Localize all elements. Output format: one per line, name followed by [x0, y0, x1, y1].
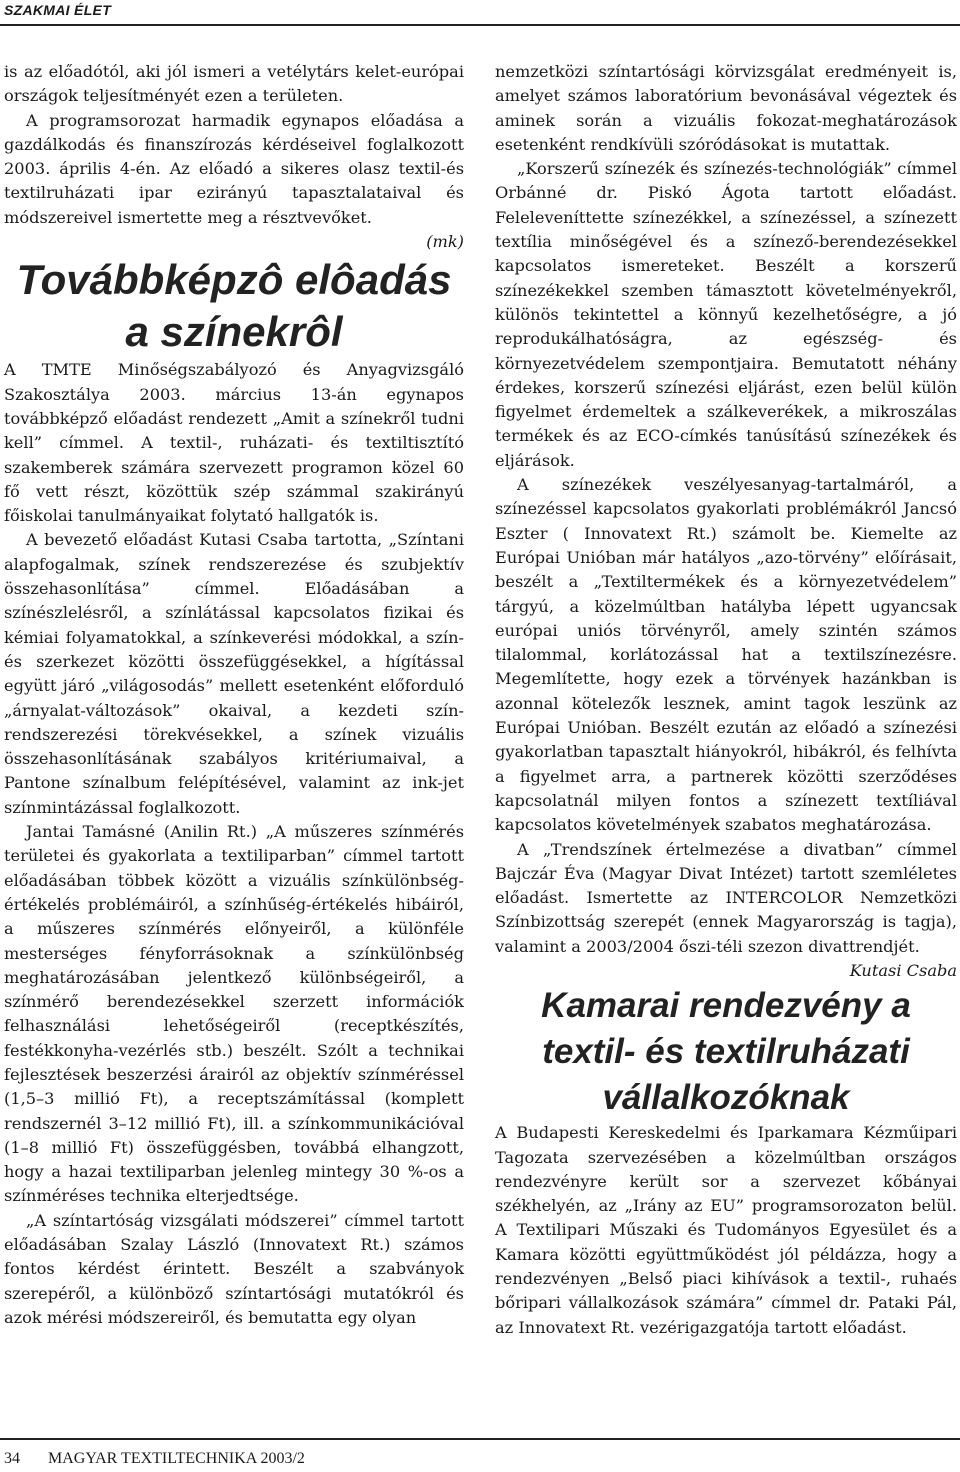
- page-footer: [4, 1450, 305, 1468]
- paragraph: nemzetközi színtartósági körvizsgálat eredményeit is, amelyet számos laboratórium bevonásával végeztek és aminek során a vizuális fokozat-meghatározások esetenként rendkívüli szóródásokat is mutattak.: [495, 62, 957, 154]
- paragraph: A „Trendszínek értelmezése a divatban” címmel Bajczár Éva (Magyar Divat Intézet) tartott szemléletes előadást. Ismertette az INTERCOLOR Nemzetközi Színbizottság szerepét (ennek Magyarország is tagja), valamint a 2003/2004 őszi-téli szezon divattrendjét.: [495, 839, 957, 956]
- author-signature: (mk): [426, 232, 464, 252]
- article-headline: Kamarai rendezvény a textil- és textilruházati vállalkozóknak: [541, 986, 911, 1118]
- page-number: 34: [4, 1450, 20, 1467]
- paragraph: Jantai Tamásné (Anilin Rt.) „A műszeres színmérés területei és gyakorlata a textiliparban” címmel tartott előadásában többek között a vizuális színkülönbség-értékelés problémáiról, a színhűség-értékelés hibáiról, a műszeres színmérés előnyeiről, a különféle mesterséges fényforrásoknak a színkülönbség meghatározásában jelentkező különbségeiről, a színmérő berendezésekkel szerzett információk felhasználási lehetőségeiről (receptkészítés, festékkonyha-vezérlés stb.) beszélt. Szólt a technikai fejlesztések beszerzési árairól az objektív színméréssel (1,5–3 millió Ft), a receptszámítással (komplett rendszernél 3–12 millió Ft), ill. a színkommunikációval (1–8 millió Ft) összefüggésben, továbbá elhangzott, hogy a hazai textiliparban jelenleg mintegy 30 %-os a színméréses technika elterjedtsége.: [4, 822, 464, 1206]
- right-column: [495, 60, 957, 1340]
- paragraph: A Budapesti Kereskedelmi és Iparkamara Kézműipari Tagozata szervezésében a közelmúltban országos rendezvényre került sor a szervezet kőbányai székhelyén, az „Irány az EU” programsorozaton belül. A Textilipari Műszaki és Tudományos Egyesület és a Kamara közötti együttműködést jól példázza, hogy a rendezvényen „Belső piaci kihívások a textil-, ruhaés bőripari vállalkozások számára” címmel dr. Pataki Pál, az Innovatext Rt. vezérigazgatója tartott előadást.: [495, 1123, 957, 1337]
- paragraph: A TMTE Minőségszabályozó és Anyagvizsgáló Szakosztálya 2003. március 13-án egynapos továbbképző előadást rendezett „Amit a színekről tudni kell” címmel. A textil-, ruházati- és textiltisztító szakemberek számára szervezett programon közel 60 fő vett részt, közöttük szép számmal szakirányú főiskolai tanulmányaikat folytató hallgatók is.: [4, 360, 464, 526]
- paragraph: A bevezető előadást Kutasi Csaba tartotta, „Színtani alapfogalmak, színek rendszerezése és szubjektív összehasonlítása” címmel. Előadásában a színészlelésről, a színlátással kapcsolatos fizikai és kémiai folyamatokkal, a színkeverési módokkal, a szín- és szerkezet közötti összefüggésekkel, a hígítással együtt járó „világosodás” mellett esetenként előforduló „árnyalat-változások” okaival, a kezdeti szín-rendszerezési törekvésekkel, a színek vizuális összehasonlításának szabályos kritériumaival, a Pantone színalbum felépítésével, valamint az ink-jet színmintázással foglalkozott.: [4, 530, 464, 817]
- author-signature: Kutasi Csaba: [849, 960, 957, 980]
- footer-rule: [0, 1438, 960, 1440]
- left-column: [4, 60, 464, 1330]
- paragraph: is az előadótól, aki jól ismeri a vetélytárs kelet-európai országok teljesítményét ezen a területen.: [4, 62, 464, 106]
- article-headline: Továbbképzô elôadás a színekrôl: [16, 256, 452, 356]
- paragraph: „Korszerű színezék és színezés-technológiák” címmel Orbánné dr. Piskó Ágota tartott előadást. Feleleveníttette színezékkel, a színezéssel, a színezett textília minőségével és a színező-berendezésekkel kapcsolatos ismereteket. Beszélt a korszerű színezékekkel szemben támasztott követelményekről, különös tekintettel a könnyű kezelhetőségre, a jó reprodukálhatóságra, az egészség- és környezetvédelem szempontjaira. Bemutatott néhány érdekes, korszerű színezési eljárást, ezen belül külön figyelmet érdemeltek a szálkeverékek, a mikroszálas termékek és az ECO-címkés tanúsítású színezékek és eljárások.: [495, 159, 957, 470]
- section-label: SZAKMAI ÉLET: [4, 2, 112, 18]
- journal-name: MAGYAR TEXTILTECHNIKA 2003/2: [48, 1450, 305, 1467]
- paragraph: A programsorozat harmadik egynapos előadása a gazdálkodás és finanszírozás kérdéseivel foglalkozott 2003. április 4-én. Az előadó a sikeres olasz textil-és textilruházati ipar ezirányú tapasztalataival és módszereivel ismertette meg a résztvevőket.: [4, 110, 464, 227]
- paragraph: „A színtartóság vizsgálati módszerei” címmel tartott előadásában Szalay László (Innovatext Rt.) számos fontos kérdést érintett. Beszélt a szabványok szerepéről, a különböző színtartósági mutatókról és azok mérési módszereiről, és bemutatta egy olyan: [4, 1210, 464, 1327]
- header-rule: [0, 24, 960, 26]
- paragraph: A színezékek veszélyesanyag-tartalmáról, a színezéssel kapcsolatos gyakorlati problémákról Jancsó Eszter ( Innovatext Rt.) számolt be. Kiemelte az Európai Unióban már hatályos „azo-törvény” előírásait, beszélt a „Textiltermékek és a környezetvédelem” tárgyú, a közelmúltban hatályba lépett ugyancsak európai uniós törvényről, amely szintén számos tilalommal, korlátozással hat a textilszínezésre. Megemlítette, hogy ezek a törvények hazánkban is azonnal kötelezők lesznek, amint tagok leszünk az Európai Unióban. Beszélt ezután az előadó a színezési gyakorlatban tapasztalt hiányokról, hibákról, és felhívta a figyelmet arra, a partnerek közötti szerződéses kapcsolatnál milyen fontos a színezett textíliával kapcsolatos követelmények szabatos meghatározása.: [495, 475, 957, 835]
